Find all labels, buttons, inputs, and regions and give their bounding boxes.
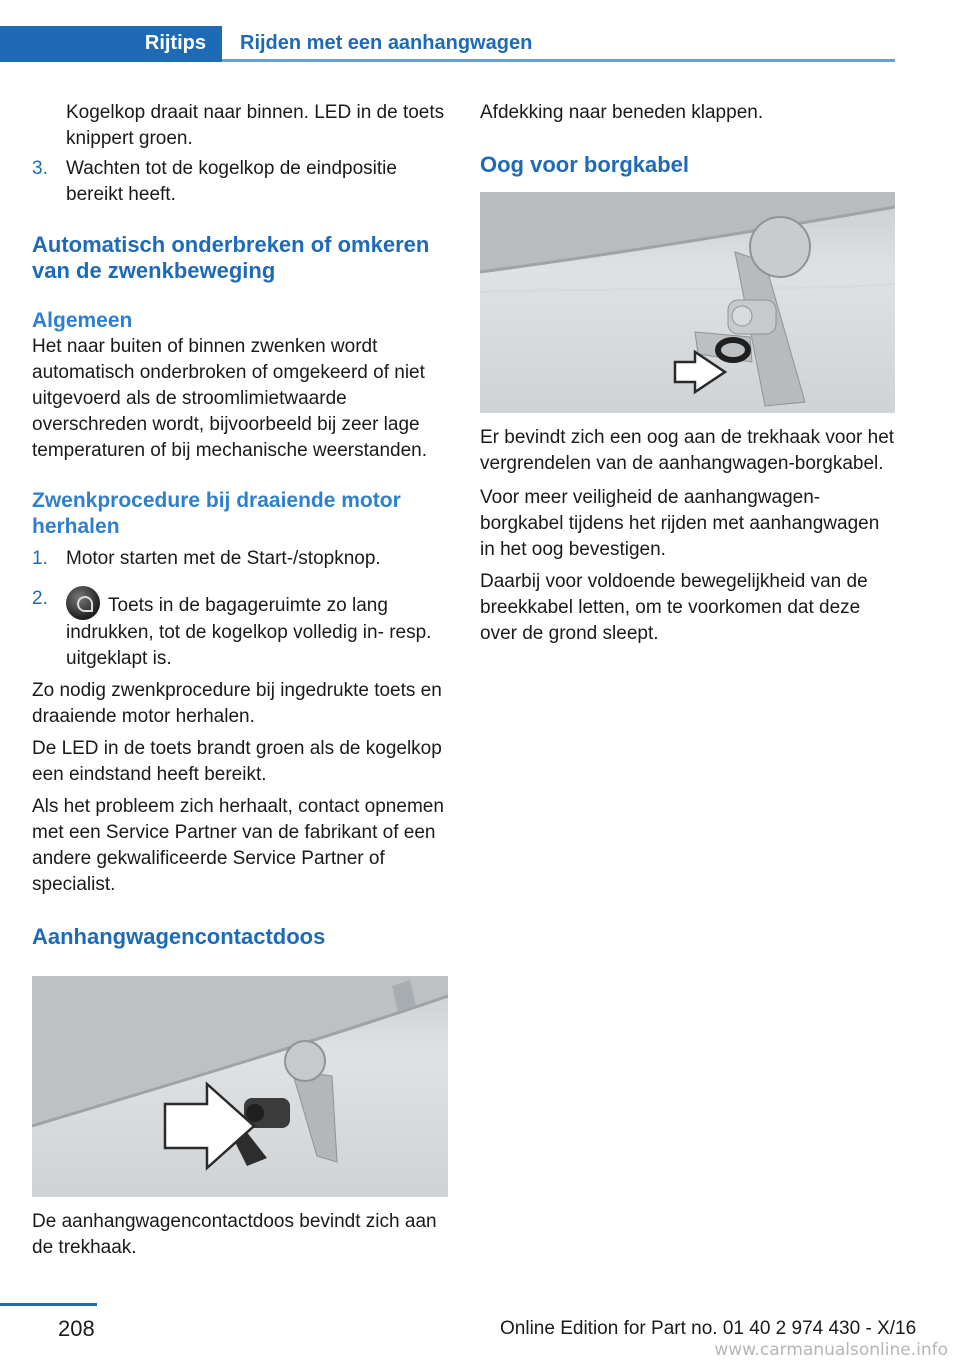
edition-info: Online Edition for Part no. 01 40 2 974 430 - X/16: [500, 1318, 917, 1339]
page-number: 208: [58, 1316, 95, 1341]
paragraph: Er bevindt zich een oog aan de trekhaak voor het vergrendelen van de aanhangwagen-borgkabel.: [480, 427, 895, 474]
safety-eye-illustration: [480, 192, 895, 413]
page-header: [0, 26, 895, 62]
footer-rule: [0, 1303, 97, 1306]
paragraph: Daarbij voor voldoende bewegelijkheid van de breekkabel letten, om te voorkomen dat deze over de grond sleept.: [480, 571, 868, 644]
list-number: 3.: [32, 158, 48, 179]
heading-auto-interrupt: Automatisch onderbreken of omkeren van de zwenkbeweging: [32, 232, 430, 283]
list-item: [32, 156, 448, 208]
paragraph: De LED in de toets brandt groen als de kogelkop een eindstand heeft bereikt.: [32, 738, 442, 785]
list-item: [32, 546, 448, 572]
trunk-button-icon: [66, 586, 100, 620]
list-number: 1.: [32, 548, 48, 569]
header-rule: [222, 59, 895, 62]
chapter-tab-label: Rijtips: [144, 32, 206, 54]
socket-paragraph: De aanhangwagencontactdoos bevindt zich aan de trekhaak.: [32, 1211, 437, 1258]
paragraph: Als het probleem zich herhaalt, contact opnemen met een Service Partner van de fabrikant of een andere gekwalificeerde Service Partner of specialist.: [32, 796, 444, 895]
paragraph: Afdekking naar beneden klappen.: [480, 102, 764, 123]
general-paragraph: Het naar buiten of binnen zwenken wordt automatisch onderbroken of omgekeerd of niet uitgevoerd als de stroomlimietwaarde overschreden wordt, bijvoorbeeld bij zeer lage temperaturen of bij mechanische weerstanden.: [32, 336, 428, 461]
watermark[interactable]: www.carmanualsonline.info: [714, 1340, 948, 1360]
step-continuation: Kogelkop draait naar binnen. LED in de toets knippert groen.: [66, 102, 445, 149]
paragraph: Voor meer veiligheid de aanhangwagen-borgkabel tijdens het rijden met aanhangwagen in het oog bevestigen.: [480, 487, 880, 560]
list-number: 2.: [32, 588, 48, 609]
left-column: [32, 100, 448, 1261]
list-text: Toets in de bagageruimte zo lang indrukken, tot de kogelkop volledig in- resp. uitgeklapt is.: [66, 595, 432, 669]
list-text: Wachten tot de kogelkop de eindpositie bereikt heeft.: [66, 158, 397, 205]
paragraph: Zo nodig zwenkprocedure bij ingedrukte toets en draaiende motor herhalen.: [32, 680, 442, 727]
chapter-tab[interactable]: [0, 26, 222, 62]
list-text: Motor starten met de Start-/stopknop.: [66, 548, 381, 569]
trailer-socket-illustration: [32, 976, 448, 1197]
list-item: [32, 586, 448, 672]
subheading-general: Algemeen: [32, 309, 133, 332]
right-column: [480, 100, 896, 647]
trailer-socket-drawing: [32, 976, 448, 1197]
heading-safety-eye: Oog voor borgkabel: [480, 152, 690, 177]
section-title[interactable]: Rijden met een aanhangwagen: [240, 32, 533, 54]
safety-eye-drawing: [480, 192, 895, 413]
heading-trailer-socket: Aanhangwagencontactdoos: [32, 924, 326, 949]
subheading-repeat: Zwenkprocedure bij draaiende motor herhalen: [32, 489, 401, 538]
